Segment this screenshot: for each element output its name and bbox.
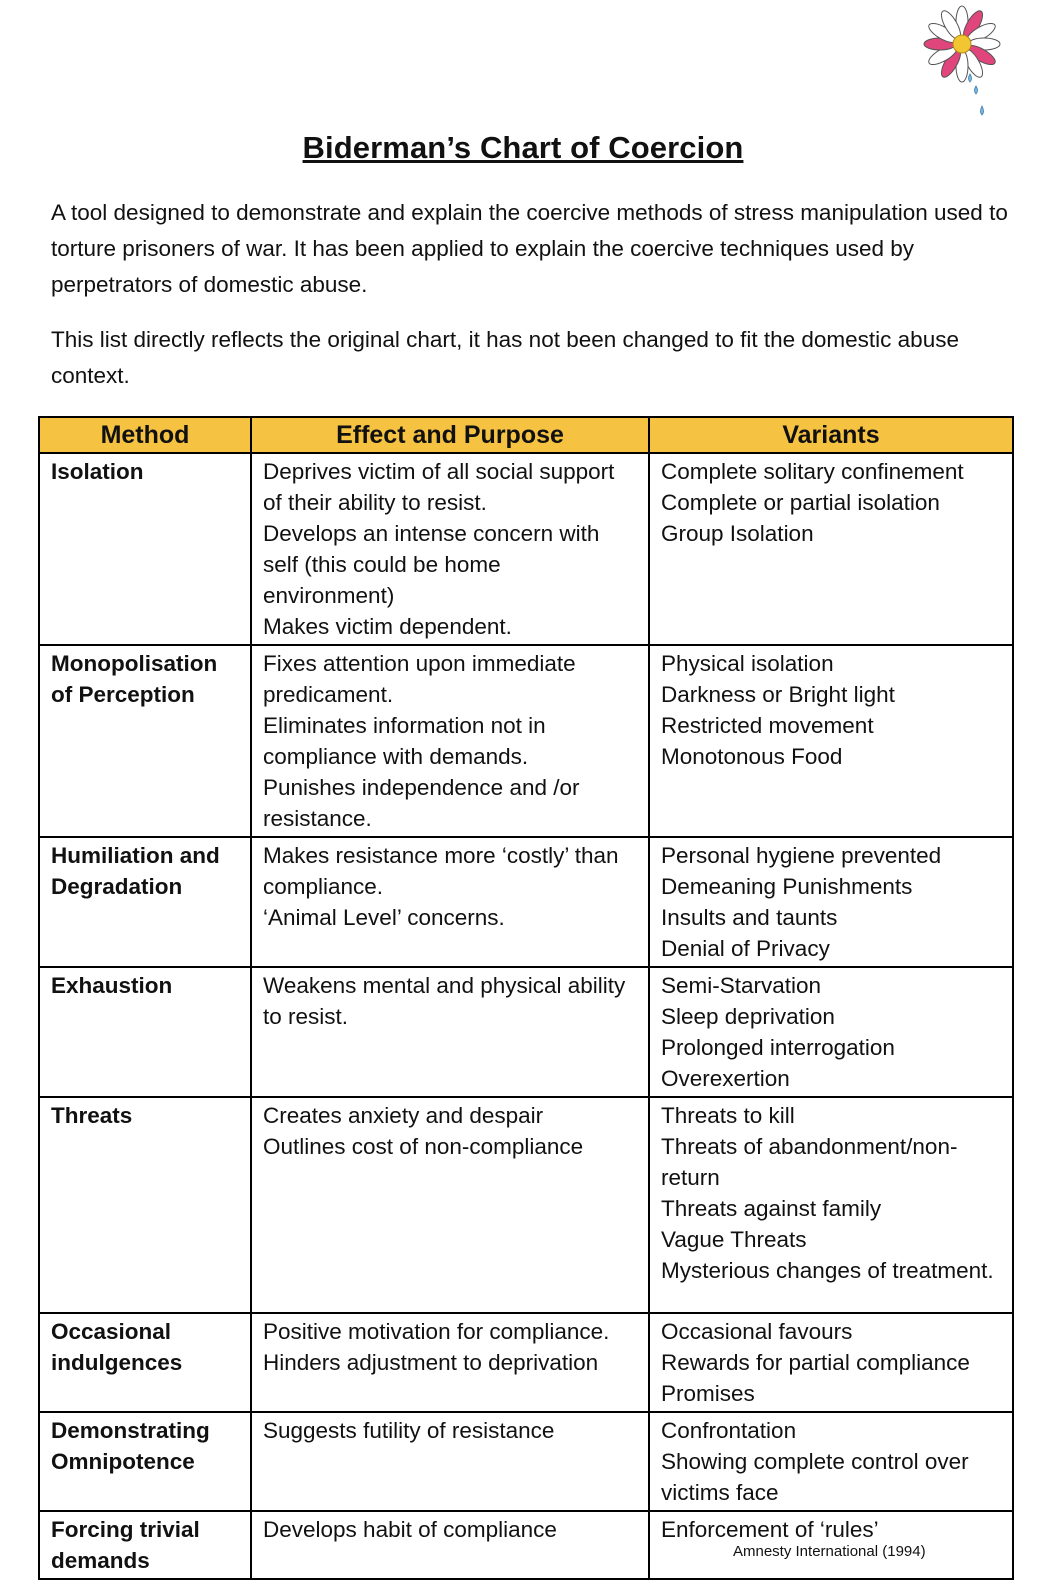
variants-text: Physical isolation (661, 651, 834, 676)
variants-text: Prolonged interrogation (661, 1035, 895, 1060)
method-text: Occasional indulgences (51, 1319, 183, 1375)
daisy-flower-icon (918, 2, 1014, 126)
table-row (39, 1412, 1013, 1511)
table-row (39, 1313, 1013, 1412)
variants-text: Showing complete control over victims face (661, 1449, 969, 1505)
variants-text: Threats against family (661, 1196, 882, 1221)
effect-text: Makes resistance more ‘costly’ than compliance. (263, 843, 619, 899)
table-row (39, 453, 1013, 645)
method-cell (39, 837, 251, 967)
variants-text: Group Isolation (661, 521, 814, 546)
effect-text: Creates anxiety and despair (263, 1103, 544, 1128)
method-cell (39, 1511, 251, 1579)
page-title: Biderman’s Chart of Coercion (302, 130, 744, 165)
method-text: Exhaustion (51, 973, 173, 998)
variants-text: Insults and taunts (661, 905, 838, 930)
variants-text: Occasional favours (661, 1319, 853, 1344)
method-text: Demonstrating Omnipotence (51, 1418, 210, 1474)
variants-text: Sleep deprivation (661, 1004, 835, 1029)
variants-text: Denial of Privacy (661, 936, 830, 961)
variants-cell (649, 1313, 1013, 1412)
effect-cell (251, 645, 649, 837)
effect-cell (251, 837, 649, 967)
variants-text: Personal hygiene prevented (661, 843, 942, 868)
effect-text: ‘Animal Level’ concerns. (263, 905, 505, 930)
effect-text: Suggests futility of resistance (263, 1418, 555, 1443)
effect-cell (251, 1313, 649, 1412)
method-cell (39, 453, 251, 645)
method-cell (39, 1313, 251, 1412)
effect-cell (251, 1412, 649, 1511)
method-cell (39, 967, 251, 1097)
variants-text: Restricted movement (661, 713, 874, 738)
method-text: Isolation (51, 459, 144, 484)
effect-cell (251, 1097, 649, 1313)
table-row (39, 837, 1013, 967)
coercion-table (38, 416, 1014, 1580)
variants-text: Rewards for partial compliance (661, 1350, 970, 1375)
table-header-row (39, 417, 1013, 453)
effect-text: Positive motivation for compliance. (263, 1319, 610, 1344)
header-effect-and-purpose: Effect and Purpose (251, 417, 649, 453)
effect-text: Outlines cost of non-compliance (263, 1134, 584, 1159)
variants-text: Semi-Starvation (661, 973, 822, 998)
method-cell (39, 1412, 251, 1511)
variants-text: Confrontation (661, 1418, 797, 1443)
header-variants: Variants (649, 417, 1013, 453)
variants-cell (649, 967, 1013, 1097)
variants-text: Demeaning Punishments (661, 874, 913, 899)
variants-cell (649, 1412, 1013, 1511)
variants-text: Threats to kill (661, 1103, 795, 1128)
variants-cell (649, 1097, 1013, 1313)
table-row (39, 1097, 1013, 1313)
effect-text: Develops habit of compliance (263, 1517, 557, 1542)
effect-text: Hinders adjustment to deprivation (263, 1350, 599, 1375)
variants-text: Threats of abandonment/non-return (661, 1134, 958, 1190)
variants-text: Vague Threats (661, 1227, 807, 1252)
variants-cell (649, 645, 1013, 837)
table-row (39, 645, 1013, 837)
effect-text: Fixes attention upon immediate predicament. (263, 651, 576, 707)
effect-text: Weakens mental and physical ability to resist. (263, 973, 626, 1029)
source-citation: Amnesty International (1994) (733, 1543, 926, 1560)
method-text: Forcing trivial demands (51, 1517, 200, 1573)
variants-text: Darkness or Bright light (661, 682, 895, 707)
method-text: Humiliation and Degradation (51, 843, 220, 899)
variants-text: Promises (661, 1381, 755, 1406)
effect-text: Deprives victim of all social support of their ability to resist. (263, 459, 615, 515)
effect-text: Eliminates information not in compliance with demands. (263, 713, 546, 769)
variants-text: Monotonous Food (661, 744, 843, 769)
variants-text: Enforcement of ‘rules’ (661, 1517, 879, 1542)
method-cell (39, 645, 251, 837)
intro-paragraph-1: A tool designed to demonstrate and explain the coercive methods of stress manipulation used to torture prisoners of war. It has been applied to explain the coercive techniques used by perpetrators of domestic abuse. (51, 200, 1008, 297)
variants-text: Overexertion (661, 1066, 790, 1091)
header-method: Method (39, 417, 251, 453)
effect-text: Makes victim dependent. (263, 614, 512, 639)
variants-text: Mysterious changes of treatment. (661, 1258, 994, 1283)
effect-cell (251, 967, 649, 1097)
effect-cell (251, 453, 649, 645)
variants-text: Complete or partial isolation (661, 490, 940, 515)
method-text: Monopolisation of Perception (51, 651, 218, 707)
effect-cell (251, 1511, 649, 1579)
variants-cell (649, 453, 1013, 645)
effect-text: Develops an intense concern with self (this could be home environment) (263, 521, 600, 608)
variants-text: Complete solitary confinement (661, 459, 964, 484)
method-text: Threats (51, 1103, 133, 1128)
intro-paragraph-2: This list directly reflects the original chart, it has not been changed to fit the domestic abuse context. (51, 327, 959, 388)
method-cell (39, 1097, 251, 1313)
effect-text: Punishes independence and /or resistance. (263, 775, 580, 831)
table-row (39, 967, 1013, 1097)
variants-cell (649, 837, 1013, 967)
